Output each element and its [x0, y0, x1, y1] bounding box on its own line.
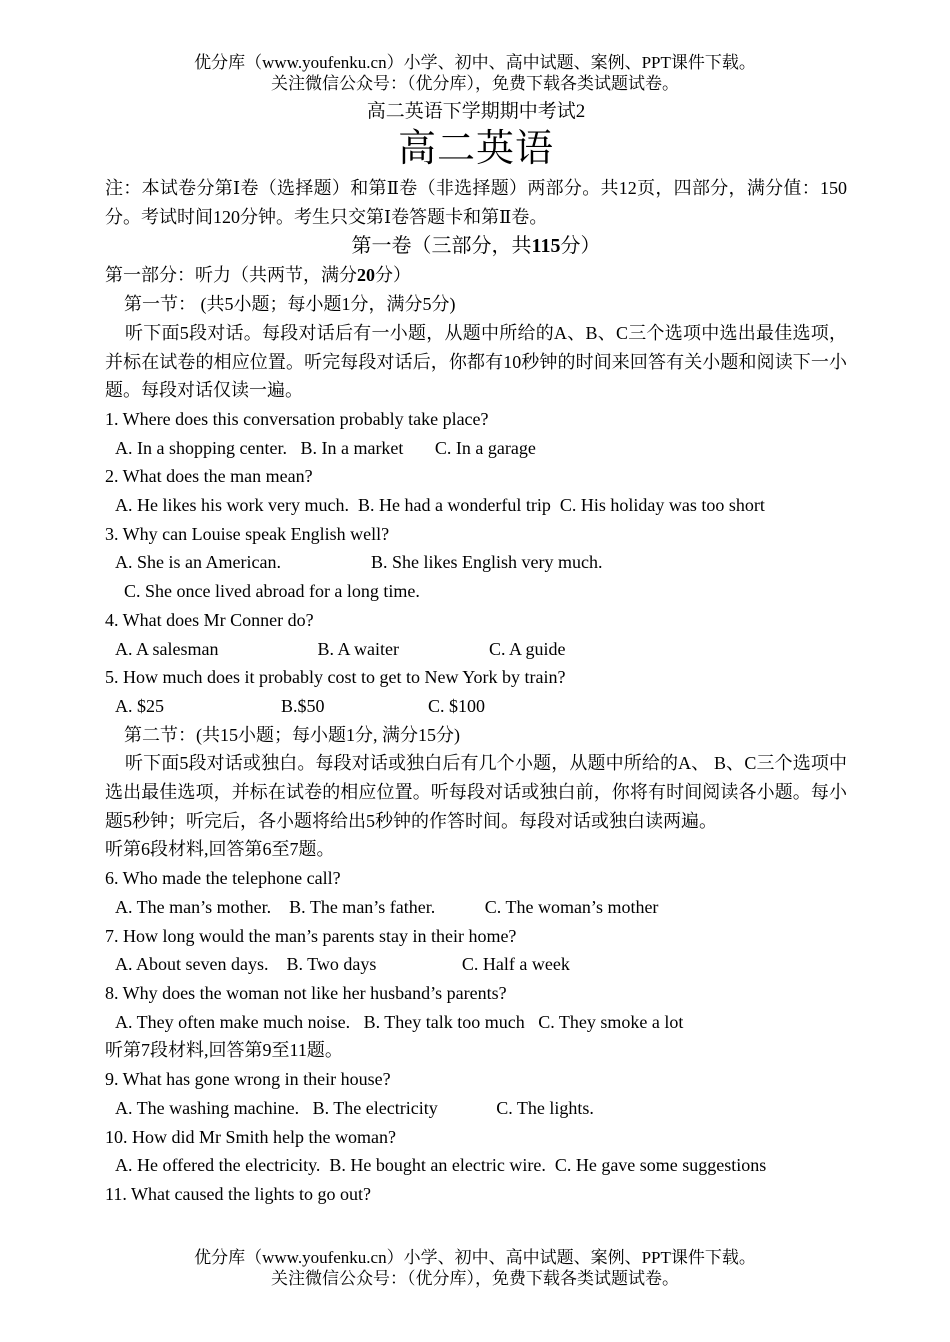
question-9-options: A. The washing machine. B. The electricity C. The lights. [115, 1097, 594, 1118]
volume-heading-post: 分） [560, 235, 601, 258]
exam-content [105, 97, 847, 1209]
header-line-1: 优分库（www.youfenku.cn）小学、初中、高中试题、案例、PPT课件下载。 [194, 53, 756, 72]
question-6: 6. Who made the telephone call? [105, 868, 341, 889]
part1-heading-post: 分） [375, 265, 411, 286]
question-9: 9. What has gone wrong in their house? [105, 1069, 391, 1090]
footer-line-2: 关注微信公众号：（优分库），免费下载各类试题试卷。 [271, 1269, 679, 1288]
page-footer [0, 1247, 950, 1289]
footer-line-1: 优分库（www.youfenku.cn）小学、初中、高中试题、案例、PPT课件下载。 [194, 1248, 756, 1267]
question-7: 7. How long would the man’s parents stay in their home? [105, 925, 517, 946]
part1-heading-pre: 第一部分：听力（共两节，满分 [105, 265, 357, 286]
section2-heading: 第二节：(共15小题；每小题1分, 满分15分) [124, 724, 460, 745]
section2-instructions: 听下面5段对话或独白。每段对话或独白后有几个小题，从题中所给的A、 B、C三个选项中选出最佳选项，并标在试卷的相应位置。听每段对话或独白前，你将有时间阅读各小题。每小题5秒钟；听完后，各小题将给出5秒钟的作答时间。每段对话或独白读两遍。 [105, 753, 847, 831]
material-7-heading: 听第7段材料,回答第9至11题。 [105, 1040, 343, 1061]
question-4: 4. What does Mr Conner do? [105, 609, 314, 630]
question-6-options: A. The man’s mother. B. The man’s father. C. The woman’s mother [115, 896, 659, 917]
question-4-options: A. A salesman B. A waiter C. A guide [115, 638, 566, 659]
question-1-options: A. In a shopping center. B. In a market C. In a garage [115, 437, 536, 458]
section1-heading: 第一节： (共5小题；每小题1分，满分5分) [124, 294, 456, 315]
question-3-option-c: C. She once lived abroad for a long time. [115, 581, 420, 602]
part1-heading [105, 261, 847, 290]
page-header [0, 52, 950, 94]
question-2-options: A. He likes his work very much. B. He had a wonderful trip C. His holiday was too short [115, 495, 765, 516]
volume-heading-pre: 第一卷（三部分，共 [351, 235, 532, 258]
question-3-options: A. She is an American. B. She likes English very much. [115, 552, 603, 573]
question-5-options: A. $25 B.$50 C. $100 [115, 695, 486, 716]
question-2: 2. What does the man mean? [105, 466, 313, 487]
question-11: 11. What caused the lights to go out? [105, 1183, 371, 1204]
question-8: 8. Why does the woman not like her husband’s parents? [105, 982, 507, 1003]
volume-heading-points: 115 [531, 235, 561, 258]
exam-subtitle: 高二英语下学期期中考试2 [366, 101, 586, 122]
exam-title: 高二英语 [397, 128, 554, 170]
part1-heading-points: 20 [357, 265, 375, 286]
header-line-2: 关注微信公众号：（优分库），免费下载各类试题试卷。 [271, 74, 679, 93]
question-8-options: A. They often make much noise. B. They talk too much C. They smoke a lot [115, 1011, 684, 1032]
section1-instructions: 听下面5段对话。每段对话后有一小题，从题中所给的A、B、C三个选项中选出最佳选项，并标在试卷的相应位置。听完每段对话后，你都有10秒钟的时间来回答有关小题和阅读下一小题。每段对话仅读一遍。 [105, 322, 847, 401]
question-1: 1. Where does this conversation probably take place? [105, 408, 489, 429]
question-10-options: A. He offered the electricity. B. He bought an electric wire. C. He gave some suggestions [115, 1155, 767, 1176]
material-6-heading: 听第6段材料,回答第6至7题。 [105, 839, 335, 860]
volume-heading [105, 231, 847, 261]
question-5: 5. How much does it probably cost to get to New York by train? [105, 667, 566, 688]
exam-note: 注：本试卷分第Ⅰ卷（选择题）和第Ⅱ卷（非选择题）两部分。共12页，四部分，满分值：150分。考试时间120分钟。考生只交第Ⅰ卷答题卡和第Ⅱ卷。 [105, 178, 847, 227]
question-10: 10. How did Mr Smith help the woman? [105, 1126, 396, 1147]
question-7-options: A. About seven days. B. Two days C. Half a week [115, 954, 570, 975]
question-3: 3. Why can Louise speak English well? [105, 523, 390, 544]
